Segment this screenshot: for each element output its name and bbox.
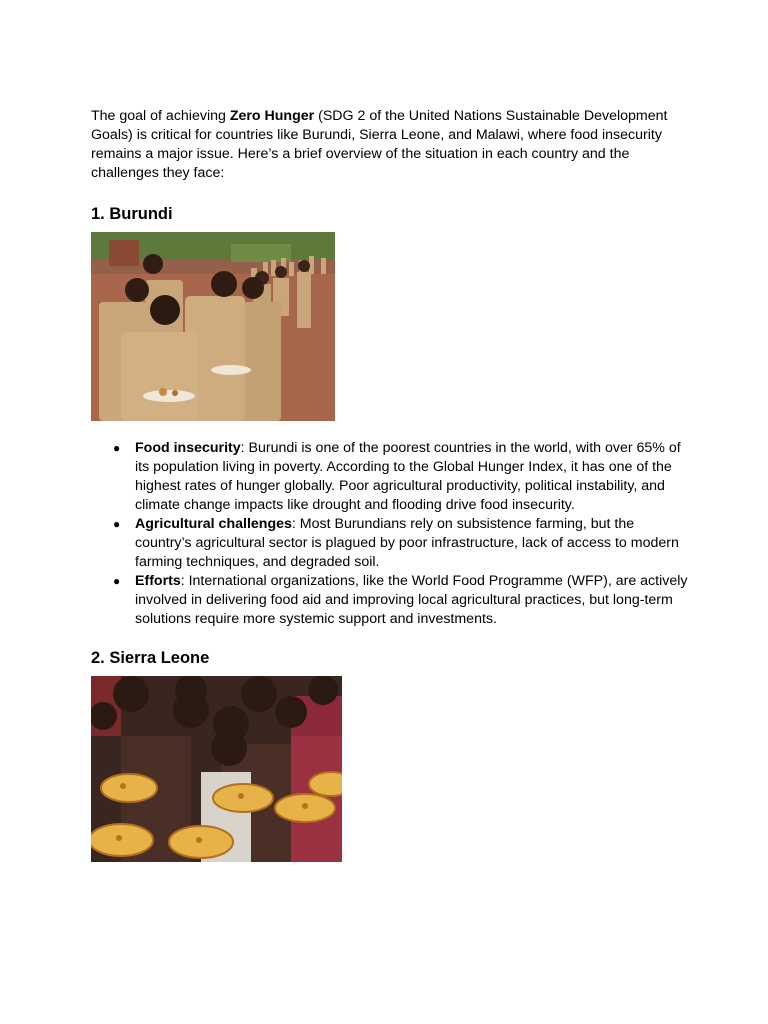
bullet-text: : Most Burundians rely on subsistence farming, but the country’s agricultural sector is plagued by poor infrastructure, lack of access to modern farming techniques, and degraded soil. xyxy=(135,516,679,570)
intro-paragraph xyxy=(91,107,691,183)
bullet-text: : Burundi is one of the poorest countries in the world, with over 65% of its population living in poverty. According to the Global Hunger Index, it has one of the highest rates of hunger globally. Poor agricultural productivity, political instability, and climate change impacts like drought and flooding drive food insecurity. xyxy=(135,440,681,513)
bullet-icon: ● xyxy=(113,441,121,455)
sierra-leone-photo xyxy=(91,676,342,862)
section-heading-sierra-leone: 2. Sierra Leone xyxy=(91,649,210,667)
intro-bold-term: Zero Hunger xyxy=(229,108,315,124)
document-page xyxy=(91,107,691,862)
bullet-icon: ● xyxy=(113,574,121,588)
bullet-term: Agricultural challenges xyxy=(135,516,292,532)
list-item xyxy=(113,572,691,629)
intro-text-before: The goal of achieving xyxy=(91,108,230,124)
list-item xyxy=(113,515,691,572)
burundi-bullet-list xyxy=(91,439,691,629)
bullet-term: Food insecurity xyxy=(135,440,241,456)
list-item xyxy=(113,439,691,515)
section-heading-burundi: 1. Burundi xyxy=(91,205,173,223)
intro-text-after: (SDG 2 of the United Nations Sustainable Development Goals) is critical for countries like Burundi, Sierra Leone, and Malawi, where food insecurity remains a major issue. Here’s a brief overview of the situation in each country and the challenges they face: xyxy=(91,108,668,181)
bullet-text: : International organizations, like the World Food Programme (WFP), are actively involved in delivering food aid and improving local agricultural practices, but long-term solutions require more systemic support and investments. xyxy=(135,573,688,627)
bullet-term: Efforts xyxy=(135,573,181,589)
bullet-icon: ● xyxy=(113,517,121,531)
burundi-photo xyxy=(91,232,335,421)
